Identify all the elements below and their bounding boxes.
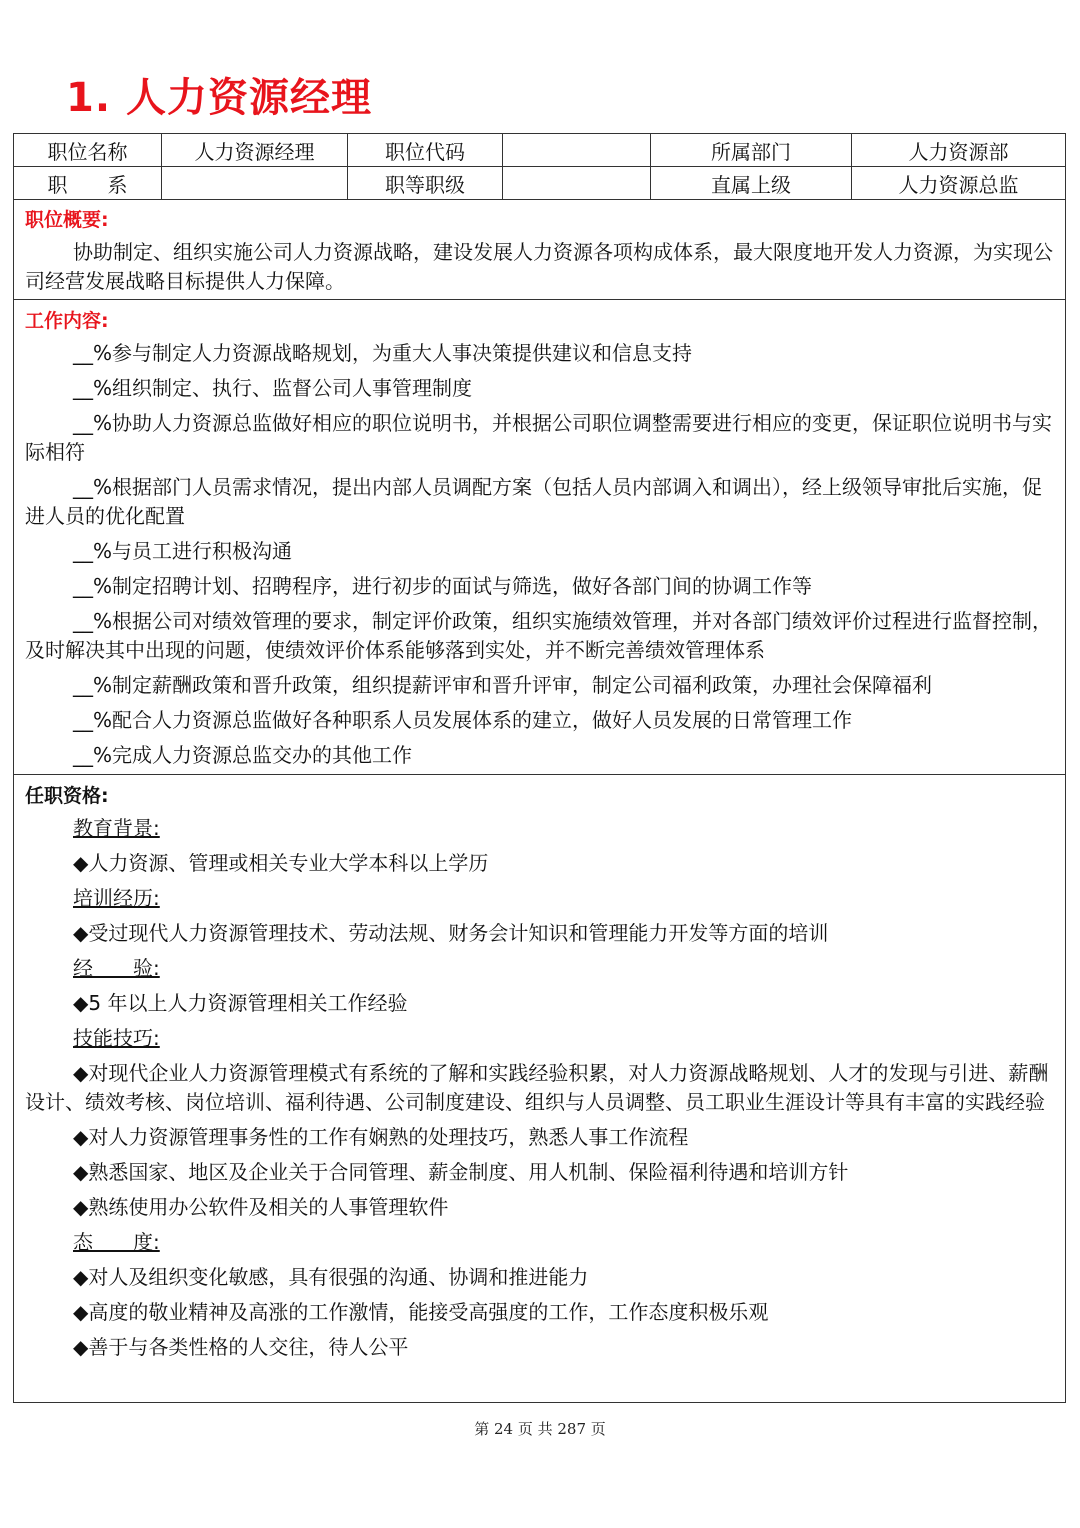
list-item: ◆人力资源、管理或相关专业大学本科以上学历	[73, 851, 489, 875]
duties-label: 工作内容:	[25, 310, 109, 332]
list-item: __%根据部门人员需求情况，提出内部人员调配方案（包括人员内部调入和调出），经上级领导审批后实施，促进人员的优化配置	[25, 475, 1043, 528]
list-item: __%参与制定人力资源战略规划，为重大人事决策提供建议和信息支持	[73, 341, 693, 365]
label-cell: 职位名称	[14, 134, 162, 167]
skills-heading	[25, 1024, 1065, 1053]
value-cell: 人力资源经理	[162, 134, 348, 167]
colon: :	[153, 816, 160, 840]
list-item: ◆5 年以上人力资源管理相关工作经验	[73, 991, 408, 1015]
list-item: __%协助人力资源总监做好相应的职位说明书，并根据公司职位调整需要进行相应的变更，保证职位说明书与实际相符	[25, 411, 1053, 464]
qualifications-body	[25, 814, 1065, 1362]
qualifications-label: 任职资格:	[25, 785, 109, 807]
overview-section	[13, 199, 1066, 300]
list-item: __%配合人力资源总监做好各种职系人员发展体系的建立，做好人员发展的日常管理工作	[73, 708, 853, 732]
list-item: ◆善于与各类性格的人交往，待人公平	[73, 1335, 409, 1359]
list-item: ◆对人及组织变化敏感，具有很强的沟通、协调和推进能力	[73, 1265, 589, 1289]
table-row	[14, 134, 1066, 167]
label-cell: 职等职级	[348, 167, 503, 200]
experience-label: 经 验	[73, 956, 153, 980]
colon: :	[153, 886, 160, 910]
value-cell	[503, 167, 651, 200]
table-row	[14, 167, 1066, 200]
education-heading	[25, 814, 1065, 843]
label-cell: 所属部门	[651, 134, 852, 167]
education-label: 教育背景	[73, 816, 153, 840]
list-item: ◆对现代企业人力资源管理模式有系统的了解和实践经验积累，对人力资源战略规划、人才的发现与引进、薪酬设计、绩效考核、岗位培训、福利待遇、公司制度建设、组织与人员调整、员工职业生涯设计等具有丰富的实践经验	[25, 1061, 1049, 1114]
list-item: ◆受过现代人力资源管理技术、劳动法规、财务会计知识和管理能力开发等方面的培训	[73, 921, 829, 945]
attitude-heading	[25, 1228, 1065, 1257]
attitude-label: 态 度	[73, 1230, 153, 1254]
value-cell	[162, 167, 348, 200]
training-heading	[25, 884, 1065, 913]
qualifications-section	[13, 775, 1066, 1403]
list-item: ◆高度的敬业精神及高涨的工作激情，能接受高强度的工作，工作态度积极乐观	[73, 1300, 769, 1324]
list-item: __%完成人力资源总监交办的其他工作	[73, 743, 413, 767]
page-title: 1. 人力资源经理	[66, 75, 372, 121]
list-item: __%制定薪酬政策和晋升政策，组织提薪评审和晋升评审，制定公司福利政策，办理社会保障福利	[73, 673, 933, 697]
overview-text: 协助制定、组织实施公司人力资源战略，建设发展人力资源各项构成体系，最大限度地开发人力资源，为实现公司经营发展战略目标提供人力保障。	[25, 240, 1053, 293]
position-info-table	[13, 133, 1066, 200]
colon: :	[153, 1026, 160, 1050]
duties-list	[25, 339, 1065, 770]
training-label: 培训经历	[73, 886, 153, 910]
overview-label: 职位概要:	[25, 209, 109, 231]
skills-label: 技能技巧	[73, 1026, 153, 1050]
list-item: __%制定招聘计划、招聘程序，进行初步的面试与筛选，做好各部门间的协调工作等	[73, 574, 813, 598]
experience-heading	[25, 954, 1065, 983]
list-item: __%根据公司对绩效管理的要求，制定评价政策，组织实施绩效管理，并对各部门绩效评价过程进行监督控制，及时解决其中出现的问题，使绩效评价体系能够落到实处，并不断完善绩效管理体系	[25, 609, 1053, 662]
value-cell	[503, 134, 651, 167]
label-cell: 职 系	[14, 167, 162, 200]
colon: :	[153, 1230, 160, 1254]
list-item: ◆熟练使用办公软件及相关的人事管理软件	[73, 1195, 449, 1219]
list-item: ◆对人力资源管理事务性的工作有娴熟的处理技巧，熟悉人事工作流程	[73, 1125, 689, 1149]
list-item: __%组织制定、执行、监督公司人事管理制度	[73, 376, 473, 400]
colon: :	[153, 956, 160, 980]
duties-section	[13, 300, 1066, 775]
value-cell: 人力资源总监	[852, 167, 1066, 200]
label-cell: 直属上级	[651, 167, 852, 200]
list-item: ◆熟悉国家、地区及企业关于合同管理、薪金制度、用人机制、保险福利待遇和培训方针	[73, 1160, 849, 1184]
page-number: 第 24 页 共 287 页	[474, 1420, 606, 1438]
label-cell: 职位代码	[348, 134, 503, 167]
value-cell: 人力资源部	[852, 134, 1066, 167]
list-item: __%与员工进行积极沟通	[73, 539, 293, 563]
